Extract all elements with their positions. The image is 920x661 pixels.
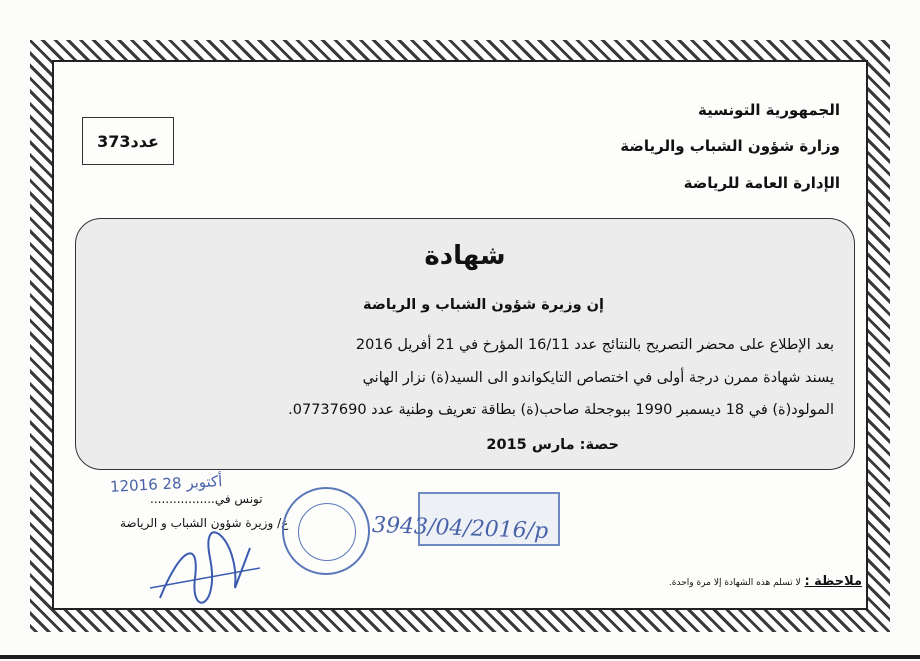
header-ministry: وزارة شؤون الشباب والرياضة (620, 137, 840, 155)
certificate-intro: إن وزيرة شؤون الشباب و الرياضة (363, 297, 604, 313)
header-directorate: الإدارة العامة للرياضة (683, 174, 840, 192)
signatory-title: ع/ وزيرة شؤون الشباب و الرياضة (120, 516, 289, 530)
signature-image (140, 528, 270, 618)
date-stamp: 12016 أكتوبر 28 (109, 472, 223, 496)
reference-number-label: عدد (130, 131, 159, 151)
note-label: ملاحظة : (804, 574, 862, 589)
certificate-panel (75, 218, 855, 470)
header-republic: الجمهورية التونسية (698, 101, 840, 119)
note-text: لا تسلم هذه الشهادة إلا مرة واحدة. (668, 578, 801, 588)
session-value: مارس 2015 (486, 437, 575, 453)
certificate-title: شهادة (424, 241, 506, 271)
reference-number-box (82, 117, 174, 165)
seal-center (298, 503, 356, 561)
official-seal (282, 487, 370, 575)
reference-number-value: 373 (97, 131, 131, 151)
certificate-line-2: يسند شهادة ممرن درجة أولى في اختصاص التايكواندو الى السيد(ة) نزار الهاني (362, 370, 834, 386)
session-row (486, 437, 619, 453)
note (669, 574, 862, 589)
certificate-line-3: المولود(ة) في 18 ديسمبر 1990 ببوجحلة صاحب(ة) بطاقة تعريف وطنية عدد 07737690. (288, 402, 834, 418)
place-date: تونس في................. (150, 492, 263, 506)
certificate-line-1: بعد الإطلاع على محضر التصريح بالنتائج عدد 16/11 المؤرخ في 21 أفريل 2016 (355, 337, 834, 353)
handwritten-reference: 3943/04/2016/p (371, 512, 549, 545)
session-label: حصة: (579, 437, 619, 453)
scan-edge (0, 655, 920, 659)
